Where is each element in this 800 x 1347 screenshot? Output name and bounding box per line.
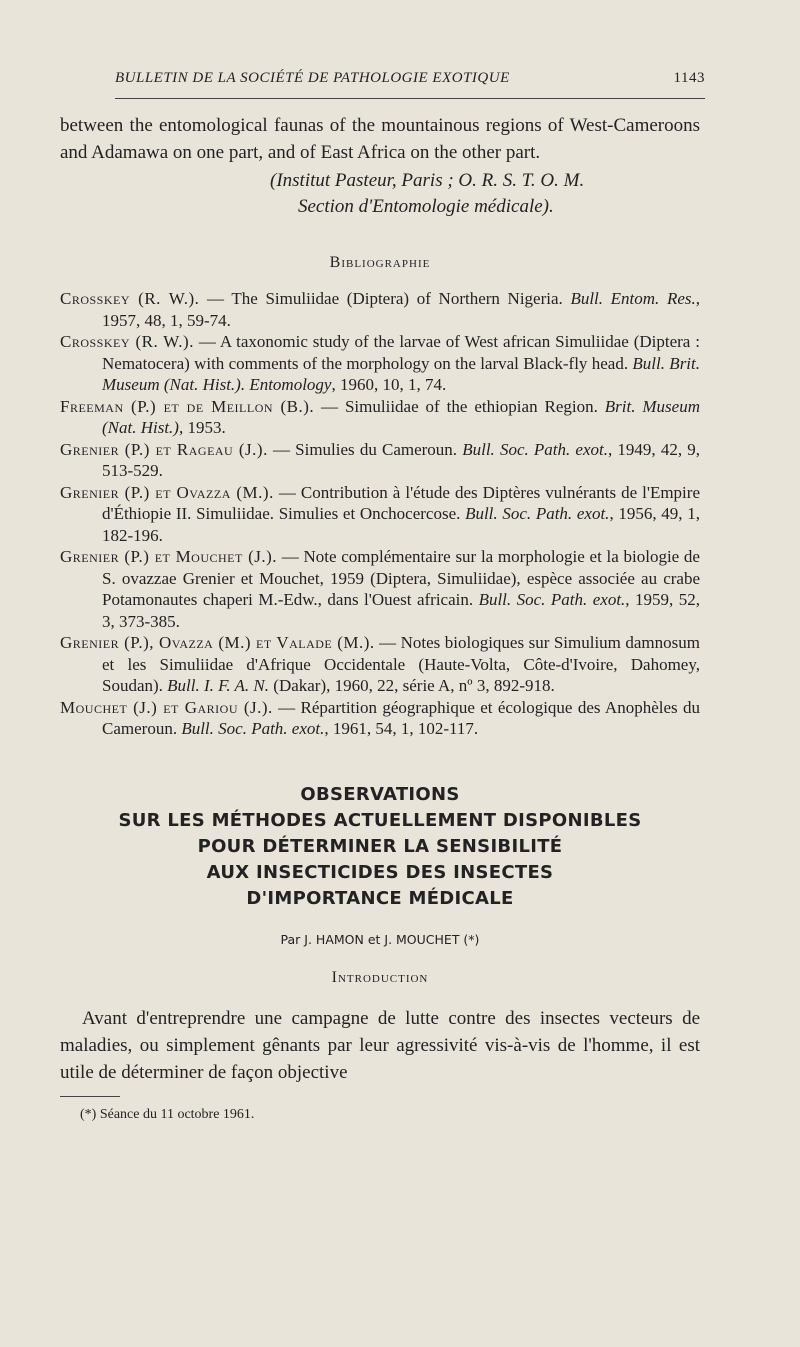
reference-item [60, 439, 700, 482]
reference-journal: Bull. Soc. Path. exot. [465, 504, 610, 523]
reference-text: — Simuliidae of the ethiopian Region. [314, 396, 605, 416]
reference-journal: Bull. Soc. Path. exot. [462, 439, 609, 459]
reference-text: — Note complémentaire sur la morphologie et la biologie de S. ovazzae Grenier et Mouchet, 1959 (Diptera, Simuliidae), espèce associée au crabe Potamonautes chaperi M.-Edw., dans l'Ouest africain. [102, 547, 700, 609]
reference-authors: Crosskey (R. W.). [60, 289, 200, 308]
introduction-heading: Introduction [331, 968, 429, 986]
reference-authors: Grenier (P.) et Rageau (J.). [60, 439, 268, 459]
reference-details: (Dakar), 1960, 22, série A, nº 3, 892-918. [269, 676, 555, 695]
title-line: OBSERVATIONS [300, 783, 460, 805]
continuation-paragraph: between the entomological faunas of the mountainous regions of West-Cameroons and Adamawa on one part, and of East Africa on the other part. [60, 115, 700, 163]
reference-text: — A taxonomic study of the larvae of West african Simuliidae (Diptera : Nematocera) with comments of the morphology on the larval Black-fly head. [102, 332, 700, 373]
title-line: SUR LES MÉTHODES ACTUELLEMENT DISPONIBLES [118, 809, 642, 831]
page-body [60, 112, 700, 1123]
reference-text: — Notes biologiques sur Simulium damnosum et les Simuliidae d'Afrique Occidentale (Haute-Volta, Côte-d'Ivoire, Dahomey, Soudan). [102, 633, 700, 695]
reference-item [60, 546, 700, 632]
institution-affiliation [270, 168, 700, 220]
reference-authors: Grenier (P.) et Mouchet (J.). [60, 547, 278, 566]
reference-item [60, 482, 700, 547]
reference-authors: Freeman (P.) et de Meillon (B.). [60, 396, 315, 416]
reference-authors: Grenier (P.) et Ovazza (M.). [60, 482, 274, 502]
reference-journal: Bull. Soc. Path. exot. [478, 590, 626, 609]
reference-text: — The Simuliidae (Diptera) of Northern Nigeria. [199, 289, 571, 308]
reference-details: , 1961, 54, 1, 102-117. [324, 719, 479, 738]
reference-journal: Bull. I. F. A. N. [167, 676, 270, 695]
introduction-paragraph: Avant d'entreprendre une campagne de lutte contre des insectes vecteurs de maladies, ou simplement gênants par leur agressivité vis-à-vis de l'homme, il est utile de déterminer de façon objective [60, 1007, 700, 1083]
reference-item [60, 331, 700, 396]
reference-journal: Bull. Entom. Res. [570, 289, 696, 308]
article-title [60, 782, 700, 912]
institution-line-1: (Institut Pasteur, Paris ; O. R. S. T. O. M. [270, 170, 585, 191]
reference-authors: Crosskey (R. W.). [60, 332, 194, 351]
reference-item [60, 288, 700, 331]
page-number: 1143 [673, 70, 705, 86]
footnote: (*) Séance du 11 octobre 1961. [80, 1106, 255, 1122]
reference-details: , 1959, 52, 3, 373-385. [102, 590, 700, 631]
reference-text: — Contribution à l'étude des Diptères vulnérants de l'Empire d'Éthiopie II. Simuliidae. Simulies et Onchocercose. [102, 482, 700, 523]
reference-details: , 1957, 48, 1, 59-74. [102, 289, 700, 330]
reference-text: — Répartition géographique et écologique des Anophèles du Cameroun. [102, 697, 700, 738]
reference-details: , 1956, 49, 1, 182-196. [102, 504, 700, 545]
article-authors: Par J. HAMON et J. MOUCHET (*) [280, 931, 480, 947]
institution-line-2: Section d'Entomologie médicale). [298, 196, 554, 217]
bibliography-heading: Bibliographie [329, 254, 431, 271]
reference-item [60, 697, 700, 740]
reference-authors: Mouchet (J.) et Gariou (J.). [60, 697, 273, 717]
reference-details: , 1960, 10, 1, 74. [331, 375, 447, 394]
header-rule [115, 98, 705, 99]
reference-details: , 1953. [178, 418, 226, 437]
reference-item [60, 396, 700, 439]
title-line: POUR DÉTERMINER LA SENSIBILITÉ [197, 835, 563, 857]
reference-journal: Bull. Brit. Museum (Nat. Hist.). Entomology [102, 353, 700, 394]
reference-item [60, 632, 700, 697]
reference-journal: Brit. Museum (Nat. Hist.) [102, 396, 700, 437]
reference-authors: Grenier (P.), Ovazza (M.) et Valade (M.). [60, 633, 375, 652]
reference-list [60, 288, 700, 740]
title-line: AUX INSECTICIDES DES INSECTES [206, 861, 554, 883]
title-line: D'IMPORTANCE MÉDICALE [246, 887, 514, 909]
reference-journal: Bull. Soc. Path. exot. [181, 719, 325, 738]
journal-title: BULLETIN DE LA SOCIÉTÉ DE PATHOLOGIE EXOTIQUE [115, 70, 510, 86]
reference-details: , 1949, 42, 9, 513-529. [102, 439, 701, 480]
reference-text: — Simulies du Cameroun. [267, 439, 463, 459]
footnote-rule [60, 1096, 120, 1097]
